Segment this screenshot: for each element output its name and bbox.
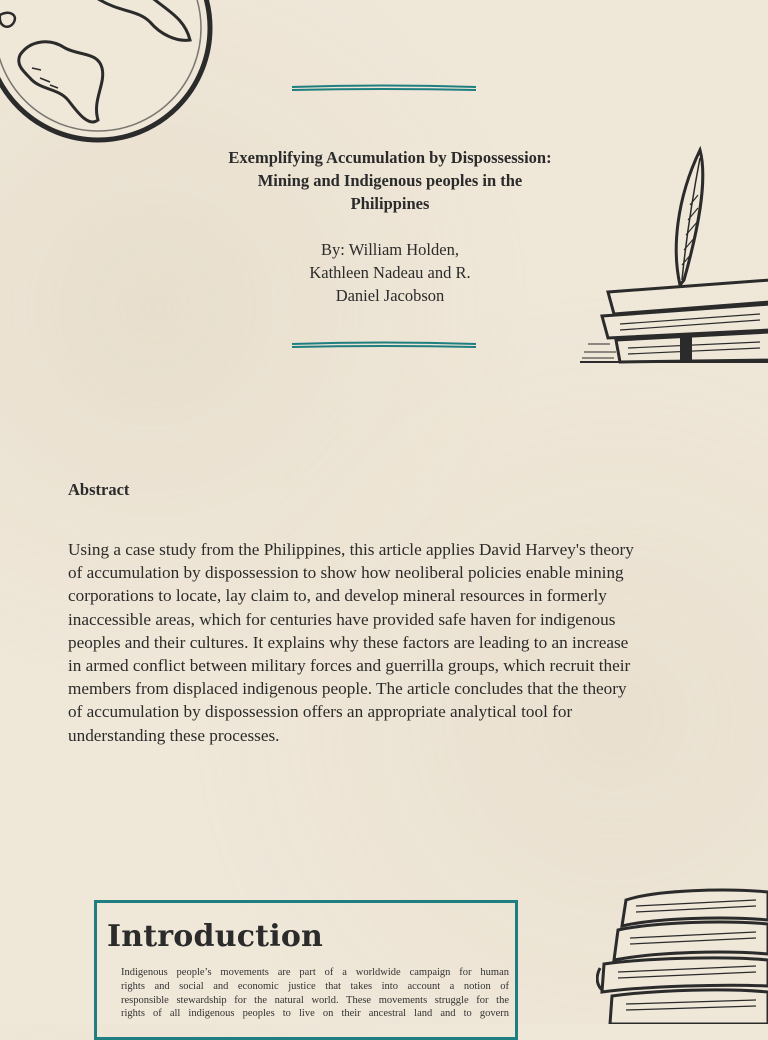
globe-illustration <box>0 0 220 170</box>
introduction-line: Indigenous people’s movements are part of a worldwide campaign for human <box>121 967 509 978</box>
abstract-line: in armed conflict between military forces and guerrilla groups, which recruit their <box>68 656 631 676</box>
quill-and-books-illustration <box>580 140 768 370</box>
title-line: Philippines <box>350 194 430 213</box>
decorative-divider-bottom <box>290 341 478 349</box>
introduction-heading: Introduction <box>107 919 324 954</box>
authors-block <box>250 238 530 307</box>
author-line: By: William Holden, <box>321 240 459 259</box>
introduction-line: rights and social and economic justice that takes into account a notion of <box>121 980 509 992</box>
abstract-body <box>68 538 708 747</box>
abstract-line: of accumulation by dispossession offers an appropriate analytical tool for <box>68 702 573 722</box>
document-title <box>190 146 590 215</box>
author-line: Kathleen Nadeau and R. <box>309 263 471 282</box>
abstract-heading: Abstract <box>68 480 130 499</box>
title-line: Mining and Indigenous peoples in the <box>257 171 523 190</box>
introduction-line: responsible stewardship for the natural world. These movements struggle for the <box>121 994 509 1006</box>
abstract-line: Using a case study from the Philippines, this article applies David Harvey's theory <box>68 540 634 559</box>
abstract-line: members from displaced indigenous people. The article concludes that the theory <box>68 679 627 699</box>
abstract-line: peoples and their cultures. It explains why these factors are leading to an increase <box>68 632 629 652</box>
abstract-line: inaccessible areas, which for centuries have provided safe haven for indigenous <box>68 609 616 629</box>
abstract-line: corporations to locate, lay claim to, and develop mineral resources in formerly <box>68 586 607 606</box>
introduction-line: rights of all indigenous peoples to live on their ancestral land and to govern <box>121 1008 509 1020</box>
introduction-box <box>94 900 518 1040</box>
decorative-divider-top <box>290 84 478 92</box>
title-line: Exemplifying Accumulation by Dispossession: <box>228 148 552 167</box>
books-stack-illustration <box>596 880 768 1024</box>
abstract-line: of accumulation by dispossession to show how neoliberal policies enable mining <box>68 563 624 583</box>
introduction-body <box>121 966 509 1021</box>
author-line: Daniel Jacobson <box>335 286 445 305</box>
abstract-line: understanding these processes. <box>68 725 280 745</box>
